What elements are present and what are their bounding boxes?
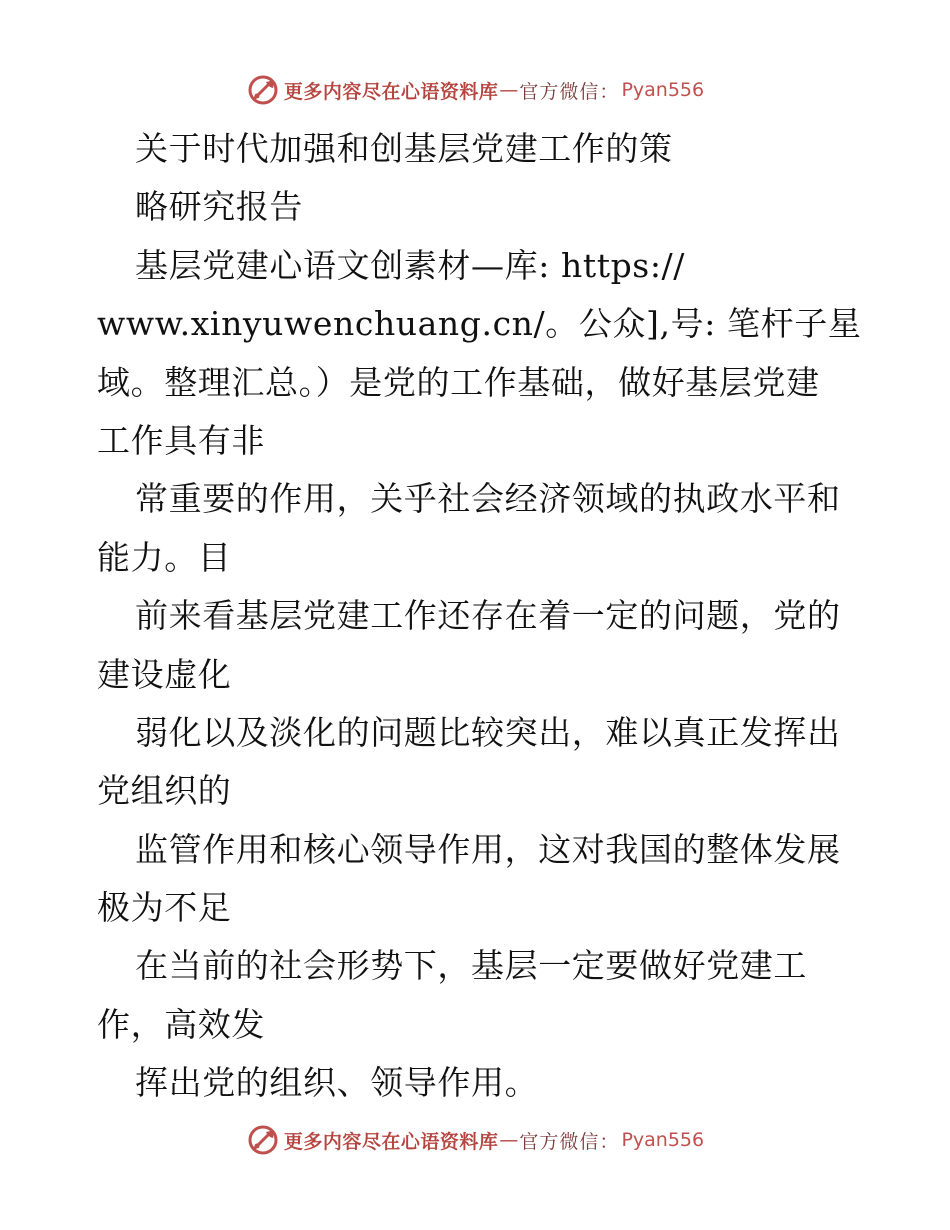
quill-logo-icon (246, 73, 280, 107)
paragraph-line: 域。整理汇总。）是党的工作基础，做好基层党建 (97, 362, 820, 402)
banner-dash: — (499, 1129, 519, 1151)
paragraph-line: 能力。目 (97, 537, 232, 577)
quill-logo-icon (246, 1123, 280, 1157)
paragraph-line: 前来看基层党建工作还存在着一定的问题，党的 (135, 596, 841, 636)
banner-official-label: 官方微信： (519, 1130, 620, 1153)
header-watermark-banner (0, 70, 950, 110)
footer-watermark-banner (0, 1120, 950, 1160)
paragraph-line: 作，高效发 (97, 1004, 265, 1044)
paragraph-line: 党组织的 (97, 771, 232, 811)
paragraph-line: 监管作用和核心领导作用，这对我国的整体发展 (135, 829, 841, 869)
banner-wechat-id: Pyan556 (621, 1129, 705, 1151)
paragraph-line: www.xinyuwenchuang.cn/。公众],号: 笔杆子星 (97, 304, 862, 344)
document-body (97, 120, 862, 1113)
paragraph-line: 建设虚化 (97, 654, 232, 694)
banner-dash: — (499, 79, 519, 101)
title-line: 关于时代加强和创基层党建工作的策 (135, 129, 673, 168)
banner-brand-text: 更多内容尽在心语资料库 (283, 1130, 499, 1153)
banner-brand-text: 更多内容尽在心语资料库 (283, 80, 499, 103)
paragraph-line: 基层党建心语文创素材—库: https:// (135, 245, 685, 285)
title-line: 略研究报告 (135, 187, 303, 227)
paragraph-line: 常重要的作用，关乎社会经济领域的执政水平和 (135, 479, 841, 519)
paragraph-line: 挥出党的组织、领导作用。 (135, 1063, 539, 1103)
paragraph-line: 工作具有非 (97, 420, 265, 460)
paragraph-line: 弱化以及淡化的问题比较突出，难以真正发挥出 (135, 712, 841, 752)
paragraph-line: 在当前的社会形势下，基层一定要做好党建工 (135, 946, 807, 986)
banner-official-label: 官方微信： (519, 80, 620, 103)
paragraph-line: 极为不足 (97, 888, 232, 928)
banner-wechat-id: Pyan556 (621, 79, 705, 101)
